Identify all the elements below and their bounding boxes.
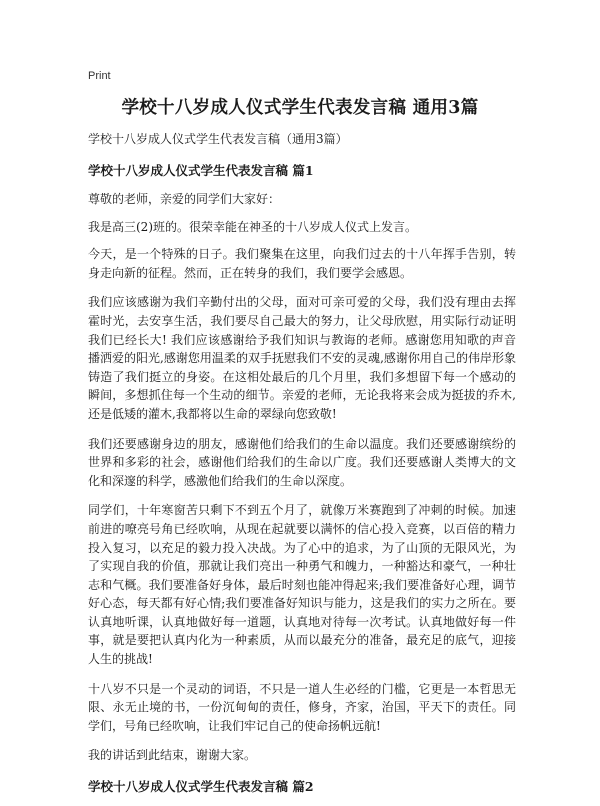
paragraph-today: 今天，是一个特殊的日子。我们聚集在这里，向我们过去的十八年挥手告别，转身走向新的征程。然而，正在转身的我们，我们要学会感恩。 <box>88 247 516 280</box>
paragraph-greeting: 尊敬的老师，亲爱的同学们大家好： <box>88 192 281 206</box>
paragraph-eighteen: 十八岁不只是一个灵动的词语，不只是一道人生必经的门槛，它更是一本哲思无限、永无止境的书，一份沉甸甸的责任，修身，齐家，治国，平天下的责任。同学们，号角已经吹响，让我们牢记自己的使命扬帆远航! <box>88 681 516 733</box>
paragraph-thanks-parents-teachers: 我们应该感谢为我们辛勤付出的父母，面对可亲可爱的父母，我们没有理由去挥霍时光，去安享生活，我们要尽自己最大的努力，让父母欣慰，用实际行动证明我们已经长大! 我们应该感谢给予我们知识与教诲的老师。感谢您用知歌的声音播洒爱的阳光,感谢您用温柔的双手抚慰我们不安的灵魂,感谢你用自己的伟岸形象铸造了我们挺立的身姿。在这相处最后的几个月里，我们多想留下每一个感动的瞬间，多想抓住每一个生动的细节。亲爱的老师，无论我将来会成为挺拔的乔木,还是低矮的灌木,我都将以生命的翠绿向您致敬! <box>88 295 516 421</box>
paragraph-thanks-friends: 我们还要感谢身边的朋友，感谢他们给我们的生命以温度。我们还要感谢缤纷的世界和多彩的社会，感谢他们给我们的生命以广度。我们还要感谢人类博大的文化和深邃的科学，感激他们给我们的生命以深度。 <box>88 436 516 488</box>
paragraph-call-to-action: 同学们，十年寒窗苦只剩下不到五个月了，就像万米赛跑到了冲刺的时候。加速前进的嘹亮号角已经吹响，从现在起就要以满怀的信心投入竞赛，以百倍的精力投入复习，以充足的毅力投入决战。为了心中的追求，为了山顶的无限风光，为了实现自我的价值，那就让我们亮出一种勇气和魄力，一种豁达和豪气，一种壮志和气概。我们要准备好身体，最后时刻也能冲得起来;我们要准备好心理，调节好心态，每天都有好心情;我们要准备好知识与能力，这是我们的实力之所在。要认真地听课，认真地做好每一道题，认真地对待每一次考试。认真地做好每一件事，就是要把认真内化为一种素质，从而以最充分的准备，最充足的底气，迎接人生的挑战! <box>88 503 516 667</box>
document-subtitle: 学校十八岁成人仪式学生代表发言稿（通用3篇） <box>88 132 348 146</box>
section-heading-2: 学校十八岁成人仪式学生代表发言稿 篇2 <box>88 779 314 795</box>
print-link[interactable]: Print <box>88 70 111 82</box>
document-body <box>88 128 516 806</box>
paragraph-intro: 我是高三(2)班的。很荣幸能在神圣的十八岁成人仪式上发言。 <box>88 219 418 234</box>
document-title: 学校十八岁成人仪式学生代表发言稿 通用3篇 <box>121 98 479 118</box>
section-heading-1: 学校十八岁成人仪式学生代表发言稿 篇1 <box>88 163 314 178</box>
paragraph-closing: 我的讲话到此结束，谢谢大家。 <box>88 748 257 763</box>
